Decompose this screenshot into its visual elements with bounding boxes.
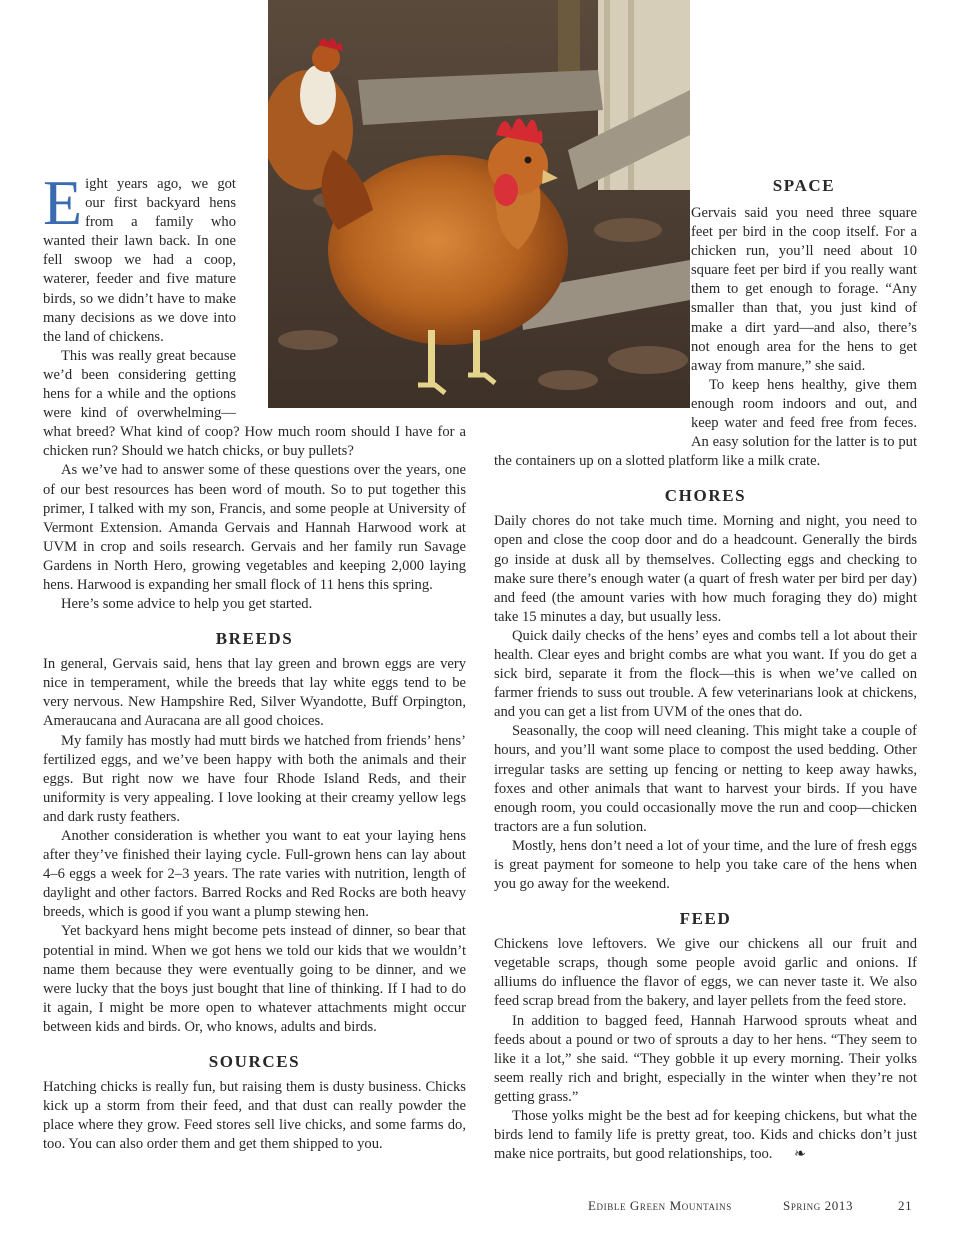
chores-paragraph-4: Mostly, hens don’t need a lot of your time, and the lure of fresh eggs is great payment for someone to help you take care of the hens when you go away for the weekend. bbox=[494, 837, 917, 893]
feed-paragraph-3: Those yolks might be the best ad for keeping chickens, but what the birds lend to family life is pretty great, too. Kids and chicks don’t just make nice portraits, but good relationships, too. ❧ bbox=[494, 1107, 917, 1164]
footer-magazine: Edible Green Mountains bbox=[588, 1198, 732, 1213]
breeds-paragraph-1: In general, Gervais said, hens that lay green and brown eggs are very nice in temperament, while the breeds that lay white eggs tend to be very nervous. New Hampshire Red, Silver Wyandotte, Buff Orpington, Ameraucana and Auracana are all good choices. bbox=[43, 656, 466, 730]
sources-paragraph-1: Hatching chicks is really fun, but raising them is dusty business. Chicks kick up a storm from their feed, and that dust can really powder the place where they grow. Feed stores sell live chicks, and some farms do, too. You can also order them and get them shipped to you. bbox=[43, 1079, 466, 1153]
chores-paragraph-3: Seasonally, the coop will need cleaning. This might take a couple of hours, and you’ll want some place to compost the used bedding. Other irregular tasks are setting up fencing or netting to keep away hawks, foxes and other animals that want to harvest your birds. If you have enough room, you could occasionally move the run and coop—chicken tractors are a fun solution. bbox=[494, 723, 917, 835]
footer-issue: Spring 2013 bbox=[783, 1198, 854, 1213]
space-heading: SPACE bbox=[772, 176, 836, 195]
footer-page-number: 21 bbox=[898, 1198, 913, 1213]
page-footer bbox=[588, 1198, 918, 1218]
photo-spacer-left bbox=[236, 0, 466, 418]
intro-paragraph-3: As we’ve had to answer some of these questions over the years, one of our best resources has been word of mouth. So to put together this primer, I talked with my son, Francis, and some people at University of Vermont Extension. Amanda Gervais and Hannah Harwood work at UVM in crop and soils research. Gervais and her family run Savage Gardens in North Hero, growing vegetables and keeping 2,000 laying hens. Harwood is expanding her small flock of 11 hens this spring. bbox=[43, 462, 466, 593]
right-column bbox=[494, 0, 917, 1164]
photo-spacer-right bbox=[494, 0, 691, 440]
breeds-paragraph-3: Another consideration is whether you want to eat your laying hens after they’ve finished their laying cycle. Full-grown hens can lay about 4–6 eggs a week for 2–3 years. The rate varies with nutrition, length of daylight and other factors. Barred Rocks and Red Rocks are both heavy breeds, which is good if you want a plump stewing hen. bbox=[43, 828, 466, 921]
drop-cap: E bbox=[43, 167, 83, 238]
feed-paragraph-1: Chickens love leftovers. We give our chickens all our fruit and vegetable scraps, though some people avoid garlic and onions. If alliums do influence the flavor of eggs, we can never taste it. We also feed scrap bread from the bakery, and layer pellets from the feed store. bbox=[494, 936, 917, 1010]
sources-heading: SOURCES bbox=[208, 1052, 301, 1072]
chores-heading: CHORES bbox=[664, 486, 747, 506]
feed-paragraph-2: In addition to bagged feed, Hannah Harwood sprouts wheat and feeds about a pound or two of sprouts a day to her hens. “They seem to like it a lot,” she said. “They gobble it up every morning. Their yolks seem really rich and bright, especially in the winter when they’re not getting grass.” bbox=[494, 1012, 917, 1105]
intro-paragraph-4: Here’s some advice to help you get started. bbox=[61, 596, 313, 613]
chores-paragraph-2: Quick daily checks of the hens’ eyes and combs tell a lot about their health. Clear eyes and bright combs are what you want. If you do get a sick bird, separate it from the flock—this is when we’ve called on farmer friends to suss out trouble. A few veterinarians look at chickens, and you can get a list from UVM of the ones that do. bbox=[494, 627, 917, 721]
intro-paragraph-2: This was really great because we’d been considering getting hens for a while and the options were kind of overwhelming—what breed? What kind of coop? How much room should I have for a chicken run? Should we hatch chicks, or buy pullets? bbox=[43, 347, 466, 460]
feed-heading: FEED bbox=[679, 909, 732, 929]
intro-paragraph-1: Eight years ago, we got our first backyard hens from a family who wanted their lawn back. In one fell swoop we had a coop, waterer, feeder and five mature birds, so we didn’t have to make many decisions as we dove into the land of chickens. bbox=[43, 167, 236, 345]
breeds-paragraph-2: My family has mostly had mutt birds we hatched from friends’ hens’ fertilized eggs, and we’ve been happy with both the animals and their eggs. But right now we have four Rhode Island Reds, and their uniformity is very appealing. I love looking at their creamy yellow legs and dark rusty feathers. bbox=[43, 732, 466, 825]
leaf-end-mark-icon: ❧ bbox=[794, 1147, 806, 1163]
breeds-heading: BREEDS bbox=[215, 629, 294, 649]
breeds-paragraph-4: Yet backyard hens might become pets instead of dinner, so bear that potential in mind. When we got hens we told our kids that we wouldn’t name them because they were eventually going to be dinner, and we were lucky that the boys just bought that line of thinking. If I had to do it again, I might be more open to whatever attachments might occur between kids and birds. Or, who knows, adults and birds. bbox=[43, 923, 466, 1035]
chores-paragraph-1: Daily chores do not take much time. Morning and night, you need to open and close the coop door and do a headcount. Generally the birds go inside at dusk all by themselves. Collecting eggs and checking to make sure there’s enough water (a quart of fresh water per bird per day) and feed (the amount varies with how much foraging they do) might take 15 minutes a day, but usually less. bbox=[494, 513, 917, 625]
space-paragraph-1: Gervais said you need three square feet per bird in the coop itself. For a chicken run, you’ll need about 10 square feet per bird if you really want them to get enough to forage. “Any smaller than that, you just kind of make a dirt yard—and also, there’s not enough area for the hens to get away from manure,” she said. bbox=[691, 205, 917, 374]
space-paragraph-2: To keep hens healthy, give them enough room indoors and out, and keep water and feed free from feces. An easy solution for the latter is to put the containers up on a slotted platform like a milk crate. bbox=[494, 376, 917, 470]
left-column bbox=[43, 0, 466, 1154]
